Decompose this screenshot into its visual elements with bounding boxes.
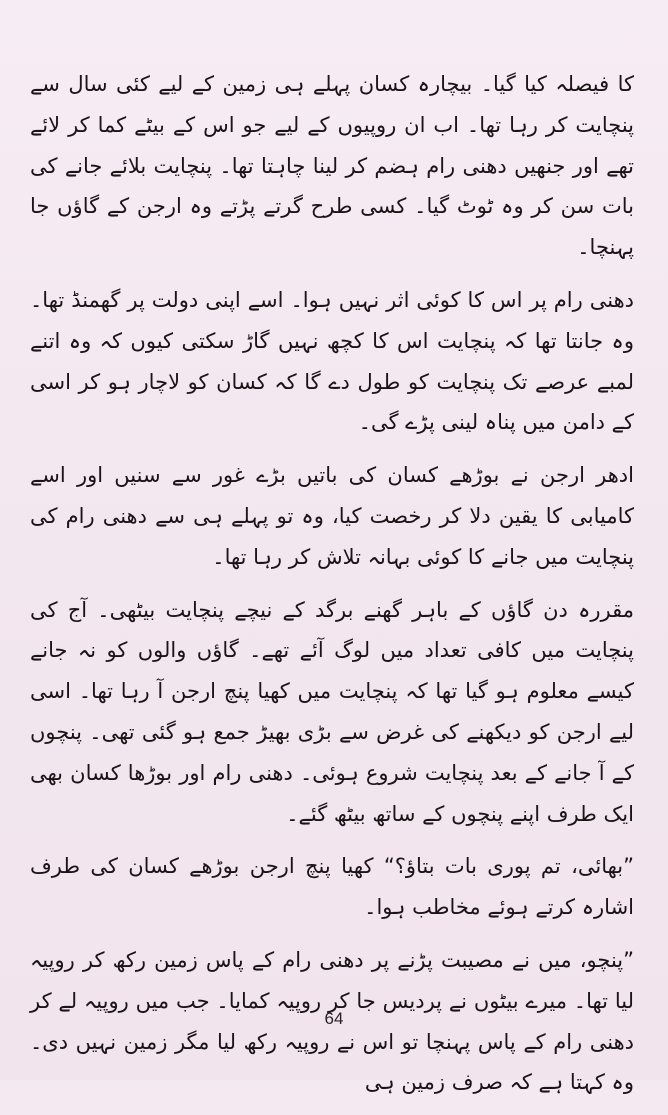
paragraph: ”بھائی، تم پوری بات بتاؤ؟“ کھیا پنچ ارجن بوڑھے کسان کی طرف اشارہ کرتے ہوئے مخاطب ہوا۔ (30, 854, 634, 920)
paragraph: دھنی رام پر اس کا کوئی اثر نہیں ہوا۔ اسے اپنی دولت پر گھمنڈ تھا۔ وہ جانتا تھا کہ پنچایت اس کا کچھ نہیں گاڑ سکتی کیوں کہ وہ اتنے لمبے عرصے تک پنچایت کو طول دے گا کہ کسان کو لاچار ہو کر اسی کے دامن میں پناہ لینی پڑے گی۔ (30, 287, 634, 435)
paragraph: ”پنچو، میں نے مصیبت پڑنے پر دھنی رام کے پاس زمین رکھ کر روپیہ لیا تھا۔ میرے بیٹوں نے پردیس جا کر روپیہ کمایا۔ جب میں روپیہ لے کر دھنی رام کے پاس پہنچا تو اس نے روپیہ رکھ لیا مگر زمین نہیں دی۔ وہ کہتا ہے کہ صرف زمین ہی (30, 947, 634, 1095)
page-number: 64 (324, 1009, 344, 1028)
paragraph: مقررہ دن گاؤں کے باہر گھنے برگد کے نیچے پنچایت بیٹھی۔ آج کی پنچایت میں کافی تعداد میں لوگ آئے تھے۔ گاؤں والوں کو نہ جانے کیسے معلوم ہو گیا تھا کہ پنچایت میں کھیا پنچ ارجن آ رہا تھا۔ اسی لیے ارجن کو دیکھنے کی غرض سے بڑی بھیڑ جمع ہو گئی تھی۔ پنچوں کے آ جانے کے بعد پنچایت شروع ہوئی۔ دھنی رام اور بوڑھا کسان بھی ایک طرف اپنے پنچوں کے ساتھ بیٹھ گئے۔ (30, 597, 634, 826)
page-body-text (30, 64, 634, 1115)
paragraph: کا فیصلہ کیا گیا۔ بیچارہ کسان پہلے ہی زمین کے لیے کئی سال سے پنچایت کر رہا تھا۔ اب ان روپیوں کے لیے جو اس کے بیٹے کما کر لائے تھے اور جنھیں دھنی رام ہضم کر لینا چاہتا تھا۔ پنچایت بلائے جانے کی بات سن کر وہ ٹوٹ گیا۔ کسی طرح گرتے پڑتے وہ ارجن کے گاؤں جا پہنچا۔ (30, 72, 634, 260)
paragraph: ادھر ارجن نے بوڑھے کسان کی باتیں بڑے غور سے سنیں اور اسے کامیابی کا یقین دلا کر رخصت کیا، وہ تو پہلے ہی سے دھنی رام کی پنچایت میں جانے کا کوئی بہانہ تلاش کر رہا تھا۔ (30, 463, 634, 569)
